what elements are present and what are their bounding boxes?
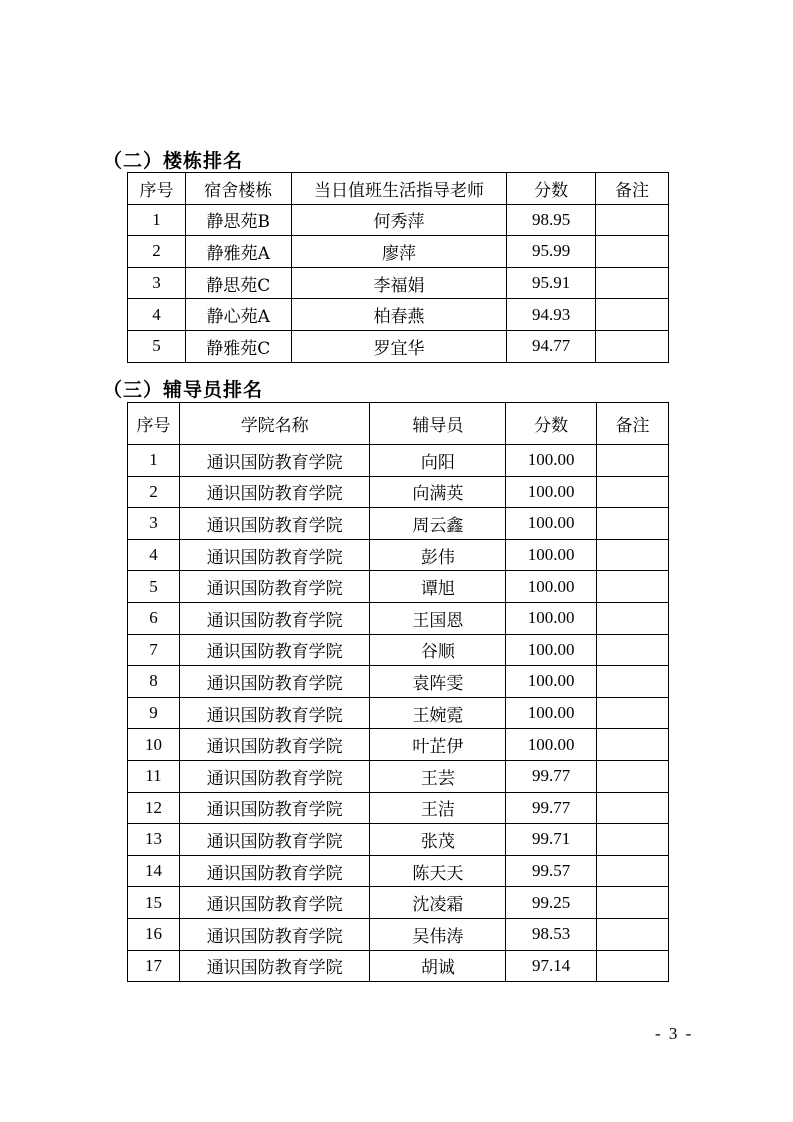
table-cell: 100.00 (506, 445, 597, 477)
section2-title: （二）楼栋排名 (103, 150, 244, 172)
table-cell: 王婉霓 (370, 697, 506, 729)
table-cell: 静思苑C (185, 267, 291, 299)
table-cell (597, 918, 669, 950)
table-cell: 95.91 (507, 267, 596, 299)
table-cell: 2 (128, 236, 186, 268)
table-cell (597, 571, 669, 603)
table-cell: 罗宜华 (291, 330, 507, 362)
table-row (128, 697, 669, 729)
table-row (128, 918, 669, 950)
table-cell: 通识国防教育学院 (179, 445, 370, 477)
table-row (128, 539, 669, 571)
table-cell: 15 (128, 887, 180, 919)
table-row (128, 508, 669, 540)
table-cell: 100.00 (506, 666, 597, 698)
table-cell: 5 (128, 330, 186, 362)
table-cell: 12 (128, 792, 180, 824)
table-row (128, 950, 669, 982)
table-cell (596, 330, 669, 362)
table-cell: 11 (128, 760, 180, 792)
table-cell: 通识国防教育学院 (179, 476, 370, 508)
table-cell: 通识国防教育学院 (179, 855, 370, 887)
table-cell: 陈天天 (370, 855, 506, 887)
table-cell: 廖萍 (291, 236, 507, 268)
table-cell: 99.25 (506, 887, 597, 919)
table-cell: 周云鑫 (370, 508, 506, 540)
table-row (128, 330, 669, 362)
table-header-row (128, 173, 669, 205)
table-cell: 何秀萍 (291, 204, 507, 236)
table-row (128, 602, 669, 634)
table-cell: 张茂 (370, 824, 506, 856)
header-cell: 学院名称 (179, 403, 370, 445)
table-cell: 通识国防教育学院 (179, 539, 370, 571)
table-cell (596, 204, 669, 236)
table-cell: 静思苑B (185, 204, 291, 236)
section3-title: （三）辅导员排名 (103, 379, 264, 401)
table-cell (597, 539, 669, 571)
table-row (128, 666, 669, 698)
table-cell: 100.00 (506, 634, 597, 666)
table-cell: 94.77 (507, 330, 596, 362)
table-cell: 通识国防教育学院 (179, 950, 370, 982)
table-cell: 94.93 (507, 299, 596, 331)
table-cell: 通识国防教育学院 (179, 887, 370, 919)
table-cell: 7 (128, 634, 180, 666)
table-cell: 100.00 (506, 508, 597, 540)
table-cell: 通识国防教育学院 (179, 634, 370, 666)
table-cell (597, 508, 669, 540)
table-cell: 4 (128, 299, 186, 331)
table-cell: 99.77 (506, 792, 597, 824)
table-cell (597, 445, 669, 477)
table-cell: 沈凌霜 (370, 887, 506, 919)
table-cell: 静雅苑C (185, 330, 291, 362)
table-cell: 1 (128, 445, 180, 477)
table-cell: 通识国防教育学院 (179, 760, 370, 792)
table-cell (597, 950, 669, 982)
page-number: - 3 - (655, 1024, 694, 1043)
table-cell: 99.57 (506, 855, 597, 887)
table-cell: 99.77 (506, 760, 597, 792)
table-cell: 98.53 (506, 918, 597, 950)
table-cell: 袁阵雯 (370, 666, 506, 698)
table-cell: 谭旭 (370, 571, 506, 603)
table-cell (596, 267, 669, 299)
table-cell: 静雅苑A (185, 236, 291, 268)
table-cell (597, 666, 669, 698)
header-cell: 宿舍楼栋 (185, 173, 291, 205)
table-cell: 97.14 (506, 950, 597, 982)
table-cell: 胡诚 (370, 950, 506, 982)
table-cell: 1 (128, 204, 186, 236)
table-cell: 通识国防教育学院 (179, 824, 370, 856)
table-cell: 通识国防教育学院 (179, 729, 370, 761)
header-cell: 序号 (128, 403, 180, 445)
table-row (128, 634, 669, 666)
table-cell: 通识国防教育学院 (179, 508, 370, 540)
table-cell: 14 (128, 855, 180, 887)
header-cell: 序号 (128, 173, 186, 205)
table-row (128, 299, 669, 331)
table-cell: 6 (128, 602, 180, 634)
header-cell: 备注 (597, 403, 669, 445)
table-cell: 16 (128, 918, 180, 950)
table-cell: 99.71 (506, 824, 597, 856)
table-row (128, 204, 669, 236)
header-cell: 分数 (506, 403, 597, 445)
table-cell (597, 476, 669, 508)
table-cell: 李福娟 (291, 267, 507, 299)
table-cell (597, 602, 669, 634)
table-cell: 通识国防教育学院 (179, 602, 370, 634)
table-row (128, 824, 669, 856)
table-cell: 谷顺 (370, 634, 506, 666)
table-row (128, 729, 669, 761)
table-cell: 向满英 (370, 476, 506, 508)
table-row (128, 236, 669, 268)
table-cell: 100.00 (506, 476, 597, 508)
table-cell (597, 729, 669, 761)
table-row (128, 855, 669, 887)
table-cell (596, 236, 669, 268)
table-cell: 通识国防教育学院 (179, 697, 370, 729)
table-row (128, 267, 669, 299)
table-cell: 5 (128, 571, 180, 603)
header-cell: 分数 (507, 173, 596, 205)
table-cell: 通识国防教育学院 (179, 571, 370, 603)
table-cell: 9 (128, 697, 180, 729)
table-cell: 100.00 (506, 571, 597, 603)
table-cell: 3 (128, 508, 180, 540)
table-cell: 17 (128, 950, 180, 982)
table-header-row (128, 403, 669, 445)
table-cell: 8 (128, 666, 180, 698)
building-ranking-table (127, 172, 669, 363)
table-cell: 叶芷伊 (370, 729, 506, 761)
table-cell: 100.00 (506, 539, 597, 571)
table-cell: 通识国防教育学院 (179, 918, 370, 950)
table-cell: 王国恩 (370, 602, 506, 634)
table-cell: 通识国防教育学院 (179, 792, 370, 824)
table-cell: 100.00 (506, 602, 597, 634)
table-cell: 4 (128, 539, 180, 571)
table-row (128, 792, 669, 824)
table-row (128, 445, 669, 477)
counselor-ranking-table (127, 402, 669, 982)
header-cell: 辅导员 (370, 403, 506, 445)
table-cell (597, 634, 669, 666)
table-cell: 95.99 (507, 236, 596, 268)
table-cell: 通识国防教育学院 (179, 666, 370, 698)
table-cell (597, 855, 669, 887)
header-cell: 备注 (596, 173, 669, 205)
table-cell: 彭伟 (370, 539, 506, 571)
table-row (128, 476, 669, 508)
table-cell: 2 (128, 476, 180, 508)
table-cell: 柏春燕 (291, 299, 507, 331)
table-cell (597, 887, 669, 919)
table-cell: 王芸 (370, 760, 506, 792)
table-cell: 3 (128, 267, 186, 299)
table-row (128, 760, 669, 792)
table-cell: 10 (128, 729, 180, 761)
table-cell: 向阳 (370, 445, 506, 477)
table-cell: 吴伟涛 (370, 918, 506, 950)
table-cell: 98.95 (507, 204, 596, 236)
table-cell (596, 299, 669, 331)
table-cell (597, 792, 669, 824)
table-cell: 13 (128, 824, 180, 856)
table-cell (597, 697, 669, 729)
table-cell (597, 760, 669, 792)
header-cell: 当日值班生活指导老师 (291, 173, 507, 205)
table-cell (597, 824, 669, 856)
table-cell: 100.00 (506, 697, 597, 729)
table-cell: 王洁 (370, 792, 506, 824)
table-cell: 静心苑A (185, 299, 291, 331)
table-cell: 100.00 (506, 729, 597, 761)
table-row (128, 887, 669, 919)
table-row (128, 571, 669, 603)
